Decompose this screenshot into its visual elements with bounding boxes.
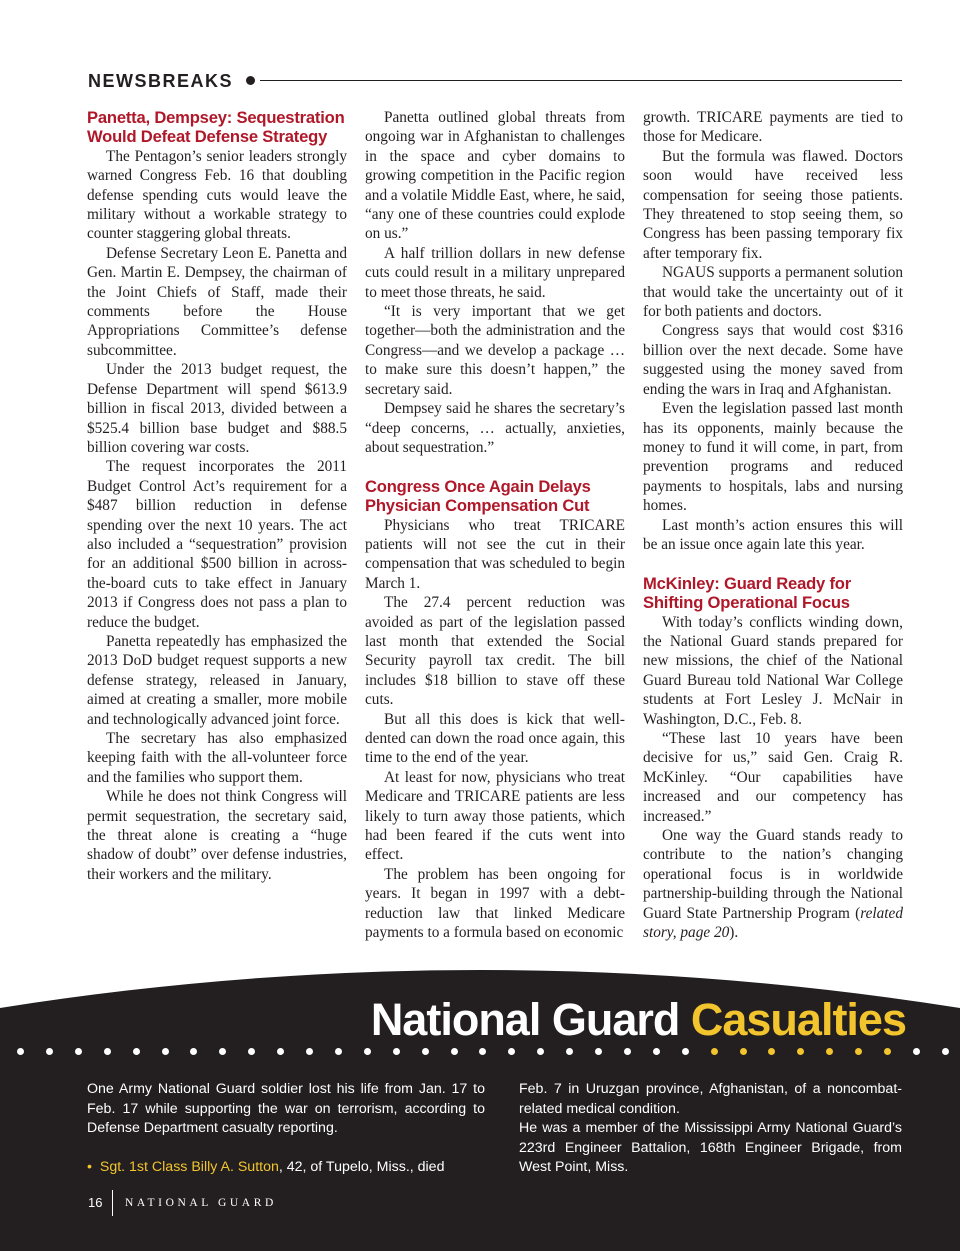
section-bullet-icon (246, 76, 255, 85)
soldier-name: Sgt. 1st Class Billy A. Sutton (99, 1159, 279, 1175)
article-3-paragraph: With today’s conflicts winding down, the National Guard stands prepared for new missions, the chief of the National Guard Bureau told National War College students at Fort Lesley J. McNair in Washington, D.C., Feb. 8. (643, 613, 903, 728)
casualties-title-yellow: Casualties (690, 994, 906, 1045)
column-3 (643, 108, 903, 942)
casualties-title (371, 993, 906, 1047)
divider-dot (46, 1048, 53, 1055)
divider-dot (711, 1048, 718, 1055)
divider-dot (797, 1048, 804, 1055)
article-2-headline-line-1: Congress Once Again Delays (365, 476, 591, 496)
article-1-paragraph: Dempsey said he shares the secretary’s “deep concerns, … actually, anxieties, about sequestration.” (365, 400, 625, 456)
divider-dot (682, 1048, 689, 1055)
article-2-paragraph: But the formula was flawed. Doctors soon would have received less compensation for seeing those patients. They threatened to stop seeing them, so Congress has been passing temporary fix after temporary fix. (643, 147, 903, 262)
article-1-paragraph: Defense Secretary Leon E. Panetta and Gen. Martin E. Dempsey, the chairman of the Joint Chiefs of Staff, made their comments before the House Appropriations Committee’s defense subcommittee. (87, 244, 347, 359)
section-header (88, 70, 902, 92)
divider-dot (364, 1048, 371, 1055)
article-2-paragraph: NGAUS supports a permanent solution that would take the uncertainty out of it for both patients and doctors. (643, 264, 903, 321)
divider-dot (884, 1048, 891, 1055)
article-2-paragraph: growth. TRICARE payments are tied to those for Medicare. (643, 109, 903, 146)
casualties-column-right (519, 1080, 902, 1178)
divider-dot (595, 1048, 602, 1055)
casualty-unit: He was a member of the Mississippi Army National Guard’s 223rd Engineer Battalion, 168th Engineer Brigade, from West Point, Miss. (519, 1120, 902, 1175)
divider-dot (219, 1048, 226, 1055)
section-rule (260, 80, 902, 81)
divider-dot (624, 1048, 631, 1055)
article-1-paragraph: The secretary has also emphasized keeping faith with the all-volunteer force and the families who support them. (87, 730, 347, 786)
divider-dot (393, 1048, 400, 1055)
related-story-reference: related story, page 20 (643, 904, 903, 942)
divider-dot (537, 1048, 544, 1055)
article-3-paragraph (643, 826, 903, 942)
article-1-paragraph: The Pentagon’s senior leaders strongly warned Congress Feb. 16 that doubling defense spending cuts would leave the military without a workable strategy to counter staggering global threats. (87, 147, 347, 243)
divider-dot (826, 1048, 833, 1055)
article-1-paragraph: Panetta outlined global threats from ongoing war in Afghanistan to challenges in the space and cyber domains to growing competition in the Pacific region and a volatile Middle East, where, he said, “any one of these countries could explode on us.” (365, 109, 625, 243)
casualties-intro: One Army National Guard soldier lost his life from Jan. 17 to Feb. 17 while supporting the war on terrorism, according to Defense Department casualty reporting. (87, 1081, 485, 1136)
article-1-paragraph: While he does not think Congress will permit sequestration, the secretary said, the threat alone is creating a “huge shadow of doubt” over defense industries, their workers and the military. (87, 788, 347, 883)
footer-divider (112, 1190, 113, 1216)
divider-dot (248, 1048, 255, 1055)
article-3-headline-line-1: McKinley: Guard Ready for (643, 573, 851, 593)
article-1-paragraph: A half trillion dollars in new defense cuts could result in a military unprepared to meet those threats, he said. (365, 244, 625, 301)
article-1-paragraph: Panetta repeatedly has emphasized the 2013 DoD budget request supports a new defense strategy, released in January, aimed at creating a smaller, more mobile and technologically advanced joint force. (87, 632, 347, 728)
article-3-paragraph-text: One way the Guard stands ready to contribute to the nation’s changing operational focus is in worldwide partnership-building through the National Guard State Partnership Program ( (643, 827, 903, 922)
casualties-column-left (87, 1080, 485, 1178)
article-1-headline-line-1: Panetta, Dempsey: Sequestration (87, 108, 345, 127)
column-2 (365, 108, 625, 942)
bullet-icon: • (87, 1159, 92, 1175)
divider-dot (653, 1048, 660, 1055)
article-2-paragraph: Congress says that would cost $316 billion over the next decade. Some have suggested using the money saved from ending the wars in Iraq and Afghanistan. (643, 322, 903, 398)
article-2-paragraph: Even the legislation passed last month has its opponents, mainly because the money to fund it will come, in part, from prevention programs and reduced payments to hospitals, labs and nursing homes. (643, 400, 903, 515)
article-3-paragraph: “These last 10 years have been decisive for us,” said Gen. Craig R. McKinley. “Our capabilities have increased and our competency has increased.” (643, 729, 903, 825)
divider-dot (104, 1048, 111, 1055)
divider-dot (942, 1048, 949, 1055)
divider-dot (277, 1048, 284, 1055)
column-1 (87, 108, 347, 884)
casualties-title-white: National Guard (370, 994, 680, 1045)
casualty-entry (87, 1158, 485, 1178)
divider-dot (17, 1048, 24, 1055)
section-label: NEWSBREAKS (88, 71, 234, 91)
article-3-headline-line-2: Shifting Operational Focus (643, 593, 850, 613)
page-number: 16 (88, 1195, 103, 1210)
soldier-details: , 42, of Tupelo, Miss., died (278, 1159, 445, 1175)
divider-dot (162, 1048, 169, 1055)
divider-dot (75, 1048, 82, 1055)
article-2-paragraph: The 27.4 percent reduction was avoided as part of the legislation passed last month that extended the Social Security payroll tax credit. The bill includes $18 billion to stave off these cuts. (365, 594, 625, 709)
magazine-name: NATIONAL GUARD (125, 1197, 277, 1209)
divider-dot (913, 1048, 920, 1055)
article-2-paragraph: But all this does is kick that well-dented can down the road once again, this time to the end of the year. (365, 710, 625, 767)
article-2-paragraph: At least for now, physicians who treat Medicare and TRICARE patients are less likely to turn away those patients, which had been feared if the cuts went into effect. (365, 768, 625, 864)
article-3-paragraph-end: ). (729, 924, 739, 942)
divider-dot (133, 1048, 140, 1055)
article-1-headline-line-2: Would Defeat Defense Strategy (87, 127, 328, 147)
dot-divider (17, 1048, 947, 1056)
article-1-paragraph: “It is very important that we get together—both the administration and the Congress—and we develop a package … to make sure this doesn’t happen,” the secretary said. (365, 303, 625, 398)
divider-dot (508, 1048, 515, 1055)
article-2-headline-line-2: Physician Compensation Cut (365, 496, 590, 516)
article-1-paragraph: The request incorporates the 2011 Budget Control Act’s requirement for a $487 billion reduction in defense spending over the next 10 years. The act also included a “sequestration” provision for an additional $500 billion in across-the-board cuts to take effect in January 2013 if Congress does not pass a plan to reduce the budget. (87, 458, 347, 631)
divider-dot (451, 1048, 458, 1055)
divider-dot (768, 1048, 775, 1055)
article-2-headline (365, 477, 625, 516)
article-2-paragraph: Last month’s action ensures this will be an issue once again late this year. (643, 516, 903, 553)
divider-dot (190, 1048, 197, 1055)
divider-dot (566, 1048, 573, 1055)
article-3-headline (643, 574, 903, 613)
divider-dot (306, 1048, 313, 1055)
divider-dot (855, 1048, 862, 1055)
divider-dot (479, 1048, 486, 1055)
divider-dot (335, 1048, 342, 1055)
divider-dot (422, 1048, 429, 1055)
article-1-headline (87, 108, 347, 147)
article-2-paragraph: Physicians who treat TRICARE patients will not see the cut in their compensation that was scheduled to begin March 1. (365, 516, 625, 592)
divider-dot (740, 1048, 747, 1055)
casualty-details-continued: Feb. 7 in Uruzgan province, Afghanistan, of a noncombat-related medical condition. (519, 1081, 902, 1117)
article-2-paragraph: The problem has been ongoing for years. It began in 1997 with a debt-reduction law that linked Medicare payments to a formula based on economic (365, 865, 625, 942)
article-1-paragraph: Under the 2013 budget request, the Defense Department will spend $613.9 billion in fiscal 2013, divided between a $525.4 billion base budget and $88.5 billion covering war costs. (87, 361, 347, 456)
